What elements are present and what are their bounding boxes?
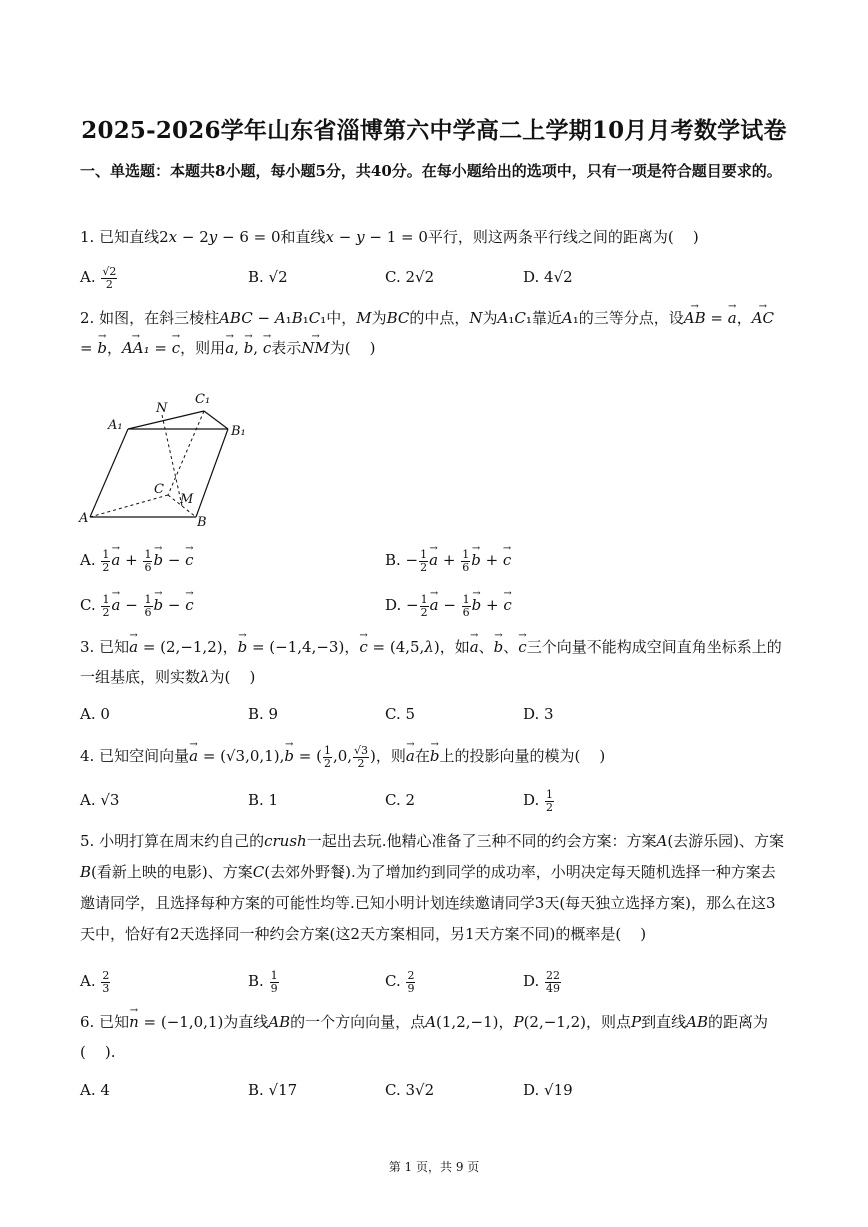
option-b[interactable]: B. $\frac{1}{9}$ xyxy=(248,968,278,995)
option-d[interactable]: D. $\frac{22}{49}$ xyxy=(523,968,561,995)
option-c[interactable]: C. 2 xyxy=(385,791,416,809)
label-b1: B₁ xyxy=(231,424,246,439)
prism-figure xyxy=(76,385,256,535)
option-c[interactable]: C. 2√2 xyxy=(385,268,435,286)
label-c1: C₁ xyxy=(195,392,211,407)
section-heading xyxy=(80,156,790,186)
label-m: M xyxy=(180,492,194,507)
question-4-options xyxy=(80,785,790,819)
edge-bb1 xyxy=(196,429,228,517)
question-1-options xyxy=(80,262,790,296)
paper-title: 2025-2026学年山东省淄博第六中学高二上学期10月月考数学试卷 xyxy=(81,117,787,144)
option-b[interactable]: B. 1 xyxy=(248,791,279,809)
option-d[interactable]: D. $\frac{1}{2}$ xyxy=(523,787,554,814)
label-n: N xyxy=(156,401,168,416)
question-4: 4. 已知空间向量→ a = (√3,0,1),→ b = ( $\frac{1}{2}$ ,0, $\frac{√3}{2}$ )，则→ a在→ b上的投影向量的模为( ) xyxy=(80,741,790,771)
section-text: 一、单选题：本题共8小题，每小题5分，共40分。在每小题给出的选项中，只有一项是符合题目要求的。 xyxy=(80,162,782,180)
question-3: 3. 已知→ a = (2,−1,2)，→ b = (−1,4,−3)，→ c = (4,5,λ)，如→ a、→ b、→ c三个向量不能构成空间直角坐标系上的一组基底，则实数λ为( ) xyxy=(80,632,790,692)
question-5-options xyxy=(80,966,790,1000)
option-b[interactable]: B. − $\frac{1}{2}$ → a + $\frac{1}{6}$ → b + → c xyxy=(385,545,511,575)
option-b[interactable]: B. √17 xyxy=(248,1081,298,1099)
page-footer: 第 1 页，共 9 页 xyxy=(388,1160,480,1174)
question-6: 6. 已知→ n = (−1,0,1)为直线AB的一个方向向量，点A(1,2,−1)，P(2,−1,2)，则点P到直线AB的距离为 ( ). xyxy=(80,1007,790,1067)
question-2-options-row1 xyxy=(80,545,790,579)
option-d[interactable]: D. 4√2 xyxy=(523,268,573,286)
question-5: 5. 小明打算在周末约自己的crush一起出去玩.他精心准备了三种不同的约会方案：方案A(去游乐园)、方案B(看新上映的电影)、方案C(去郊外野餐).为了增加约到同学的成功率，小明决定每天随机选择一种方案去邀请同学，且选择每种方案的可能性均等.已知小明计划连续邀请同学3天(每天独立选择方案)，那么在这3天中，恰好有2天选择同一种约会方案(这2天方案相同，另1天方案不同)的概率是( ) xyxy=(80,832,785,943)
edge-cc1 xyxy=(168,411,204,495)
edge-c1b1 xyxy=(204,411,228,429)
question-6-options xyxy=(80,1075,790,1109)
option-c[interactable]: C. 5 xyxy=(385,705,416,723)
option-a[interactable]: A. $\frac{√2}{2}$ xyxy=(80,264,117,291)
edge-aa1 xyxy=(90,429,128,517)
label-a1: A₁ xyxy=(108,418,123,433)
option-d[interactable]: D. 3 xyxy=(523,705,554,723)
option-a[interactable]: A. √3 xyxy=(80,791,120,809)
option-c[interactable]: C. $\frac{1}{2}$ → a − $\frac{1}{6}$ → b − → c xyxy=(80,590,194,620)
question-2-options-row2 xyxy=(80,590,790,624)
question-2: 2. 如图，在斜三棱柱ABC − A₁B₁C₁中，M为BC的中点，N为A₁C₁靠近A₁的三等分点，设→ AB = → a，→ AC = → b，→ AA₁ = → c，则用→ a, → b, → c表示→ NM为( ) xyxy=(80,303,790,363)
label-c: C xyxy=(154,482,164,497)
option-d[interactable]: D. √19 xyxy=(523,1081,573,1099)
label-a: A xyxy=(79,511,89,526)
option-c[interactable]: C. $\frac{2}{9}$ xyxy=(385,968,415,995)
question-1: 1. 已知直线2x − 2y − 6 = 0和直线x − y − 1 = 0平行，则这两条平行线之间的距离为( ) xyxy=(80,228,699,246)
option-b[interactable]: B. 9 xyxy=(248,705,279,723)
label-b: B xyxy=(197,515,207,530)
edge-ac xyxy=(90,495,168,517)
option-b[interactable]: B. √2 xyxy=(248,268,288,286)
option-a[interactable]: A. $\frac{1}{2}$ → a + $\frac{1}{6}$ → b − → c xyxy=(80,545,194,575)
option-d[interactable]: D. − $\frac{1}{2}$ → a − $\frac{1}{6}$ → b + → c xyxy=(385,590,512,620)
option-a[interactable]: A. 4 xyxy=(80,1081,110,1099)
option-a[interactable]: A. $\frac{2}{3}$ xyxy=(80,968,110,995)
question-3-options xyxy=(80,699,790,733)
option-a[interactable]: A. 0 xyxy=(80,705,110,723)
option-c[interactable]: C. 3√2 xyxy=(385,1081,435,1099)
